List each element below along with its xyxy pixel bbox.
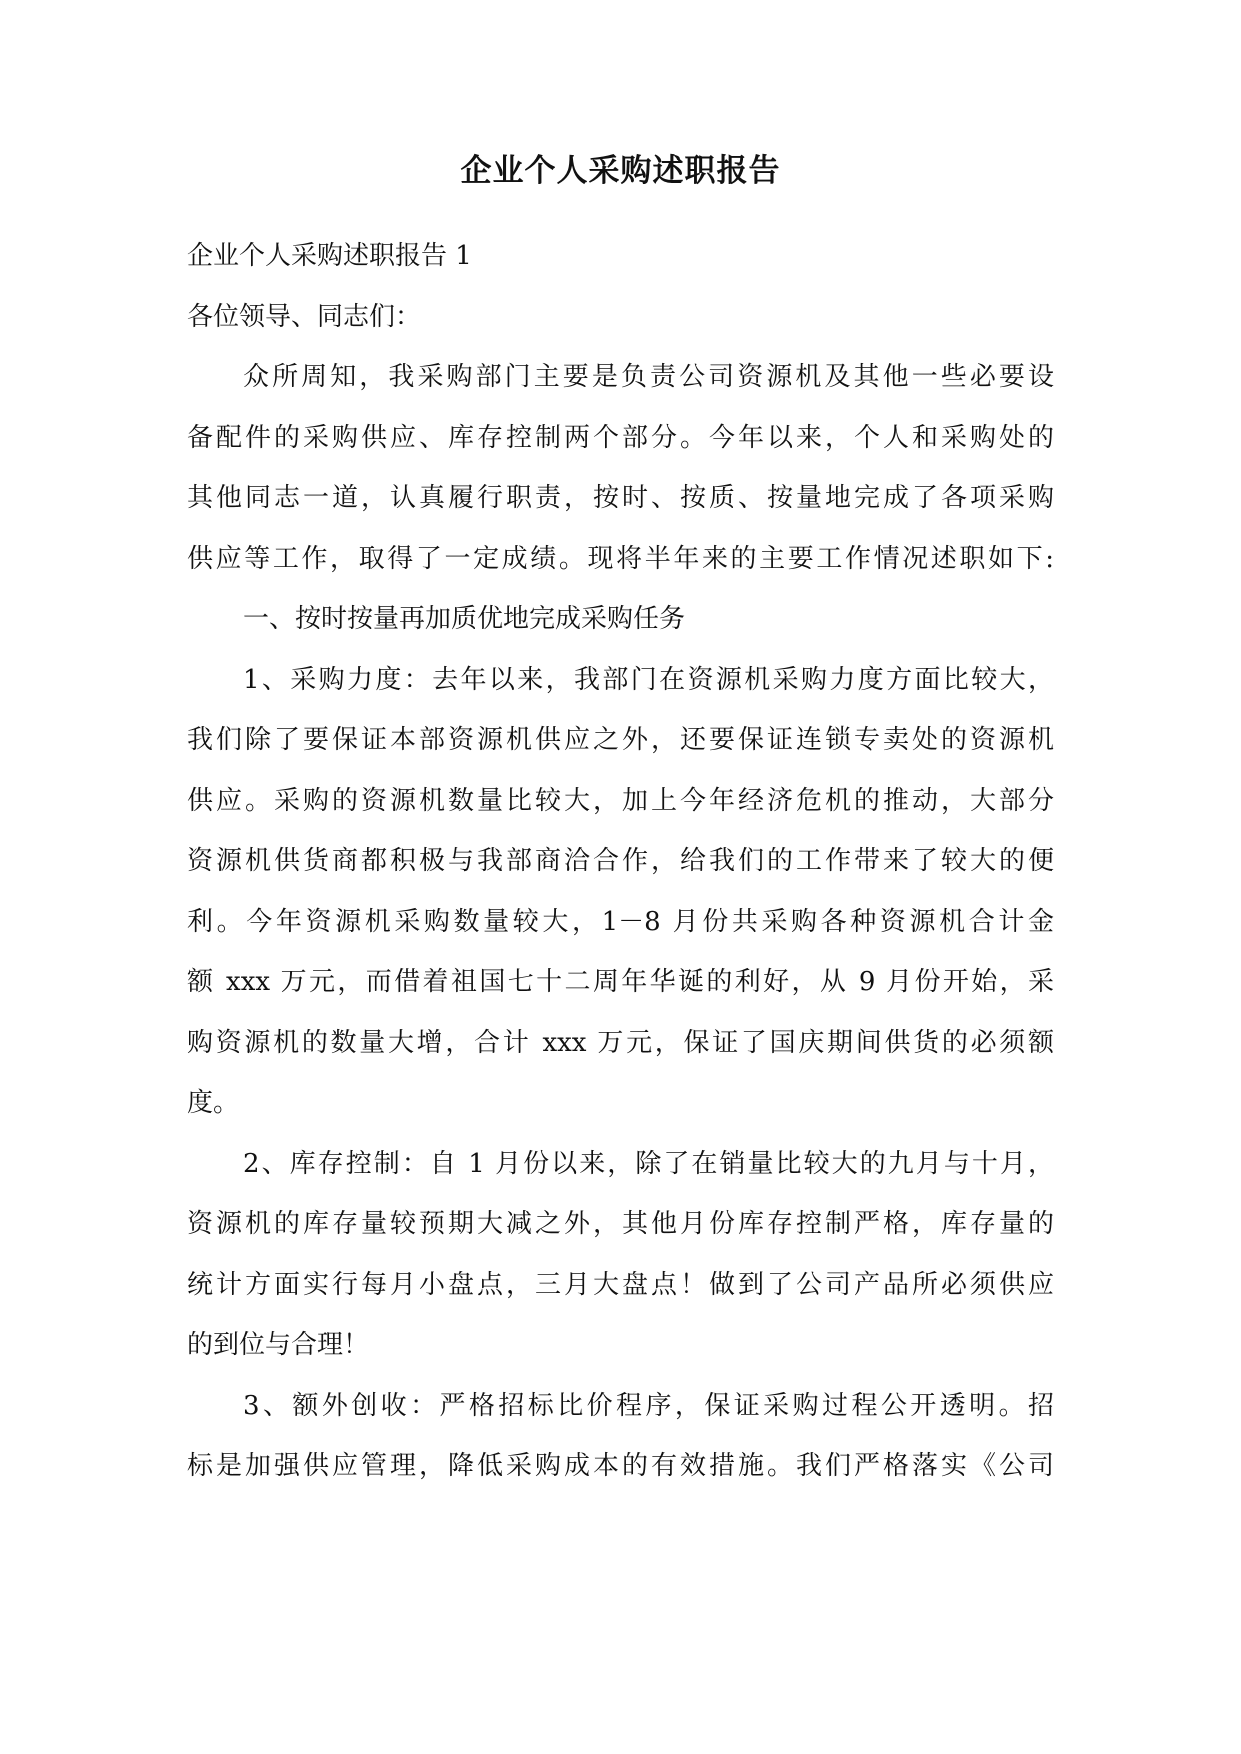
paragraph-line: 利。今年资源机采购数量较大，1－8 月份共采购各种资源机合计金 bbox=[187, 906, 1054, 937]
paragraph-line: 1、采购力度：去年以来，我部门在资源机采购力度方面比较大， bbox=[243, 664, 1054, 695]
paragraph-line: 其他同志一道，认真履行职责，按时、按质、按量地完成了各项采购 bbox=[187, 483, 1054, 513]
paragraph-line: 购资源机的数量大增，合计 xxx 万元，保证了国庆期间供货的必须额 bbox=[187, 1027, 1054, 1058]
paragraph-line: 标是加强供应管理，降低采购成本的有效措施。我们严格落实《公司 bbox=[187, 1451, 1054, 1481]
paragraph-line: 额 xxx 万元，而借着祖国七十二周年华诞的利好，从 9 月份开始，采 bbox=[187, 967, 1054, 997]
document-body bbox=[187, 226, 1054, 1497]
paragraph-line: 供应等工作，取得了一定成绩。现将半年来的主要工作情况述职如下: bbox=[187, 543, 1054, 574]
paragraph-line: 资源机的库存量较预期大减之外，其他月份库存控制严格，库存量的 bbox=[187, 1209, 1054, 1239]
paragraph-line: 我们除了要保证本部资源机供应之外，还要保证连锁专卖处的资源机 bbox=[187, 725, 1054, 755]
document-title: 企业个人采购述职报告 bbox=[460, 153, 781, 189]
paragraph-line: 的到位与合理！ bbox=[187, 1330, 370, 1360]
paragraph-line: 2、库存控制：自 1 月份以来，除了在销量比较大的九月与十月， bbox=[243, 1148, 1054, 1179]
report-heading: 企业个人采购述职报告 1 bbox=[187, 241, 472, 271]
paragraph-line: 度。 bbox=[187, 1088, 240, 1118]
section-heading: 一、按时按量再加质优地完成采购任务 bbox=[243, 604, 686, 634]
paragraph-line: 众所周知，我采购部门主要是负责公司资源机及其他一些必要设 bbox=[243, 362, 1054, 392]
paragraph-line: 3、额外创收：严格招标比价程序，保证采购过程公开透明。招 bbox=[243, 1390, 1054, 1421]
paragraph-line: 供应。采购的资源机数量比较大，加上今年经济危机的推动，大部分 bbox=[187, 785, 1054, 816]
paragraph-line: 统计方面实行每月小盘点，三月大盘点！做到了公司产品所必须供应 bbox=[187, 1269, 1054, 1300]
paragraph-line: 备配件的采购供应、库存控制两个部分。今年以来，个人和采购处的 bbox=[187, 422, 1054, 453]
salutation: 各位领导、同志们： bbox=[187, 301, 422, 332]
paragraph-line: 资源机供货商都积极与我部商洽合作，给我们的工作带来了较大的便 bbox=[187, 846, 1054, 876]
